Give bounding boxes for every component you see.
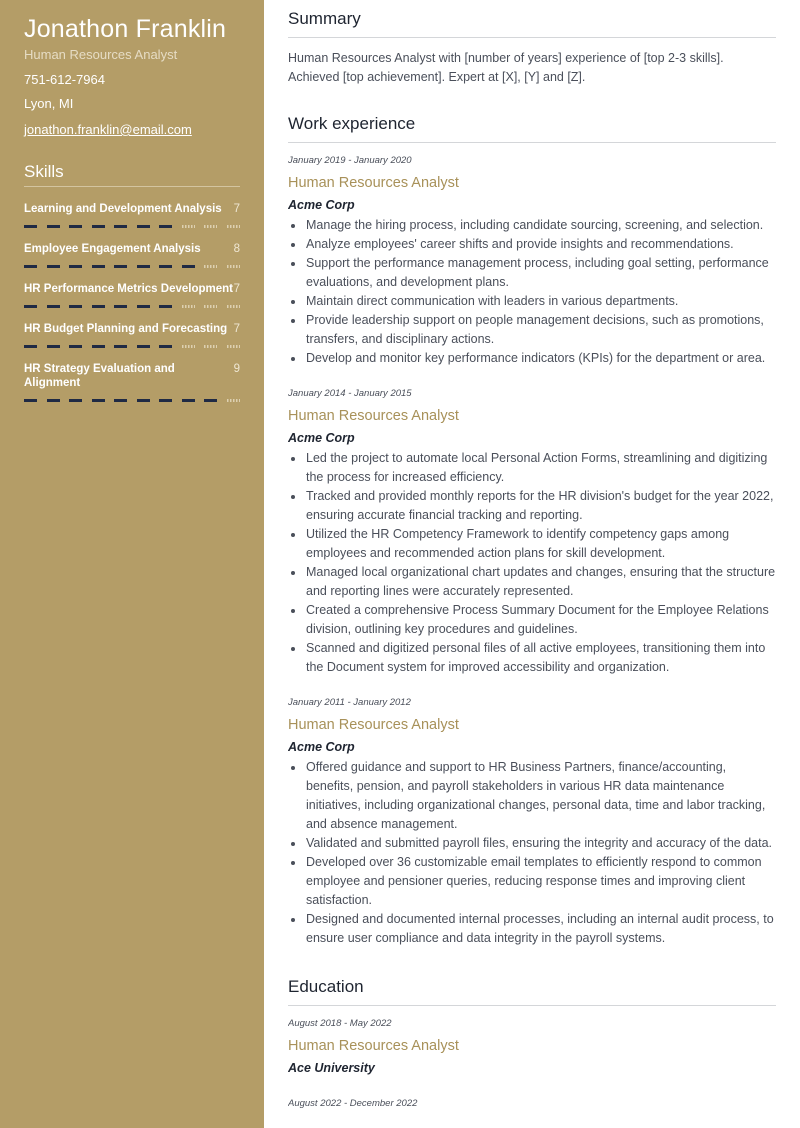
skill-rating-bar [24,345,240,348]
skill-level: 7 [233,323,240,335]
rating-dash-filled [137,225,150,228]
rating-dash-filled [92,345,105,348]
rating-dash-empty [227,265,240,268]
job-bullet: Maintain direct communication with leaders in various departments. [288,292,776,311]
rating-dash-empty [204,305,217,308]
skill-rating-bar [24,265,240,268]
skill-name: Learning and Development Analysis [24,203,222,215]
job-bullet: Created a comprehensive Process Summary Document for the Employee Relations division, outlining key procedures and guidelines. [288,601,776,639]
rating-dash-filled [137,345,150,348]
job-bullets [288,758,776,948]
job-entry [288,155,776,368]
job-role: Human Resources Analyst [288,408,459,424]
education-dates: August 2022 - December 2022 [288,1098,418,1109]
candidate-title: Human Resources Analyst [24,47,178,62]
education-heading: Education [288,976,776,1006]
skill-level: 7 [233,283,240,295]
summary-text: Human Resources Analyst with [number of years] experience of [top 2-3 skills]. Achieved [top achievement]. Expert at [X], [Y] and [Z]. [288,51,724,84]
rating-dash-filled [24,305,37,308]
candidate-name: Jonathon Franklin [24,15,227,43]
rating-dash-filled [114,399,127,402]
rating-dash-filled [47,345,60,348]
skill-name: Employee Engagement Analysis [24,243,201,255]
rating-dash-filled [159,265,172,268]
rating-dash-filled [114,345,127,348]
skill-rating-bar [24,225,240,228]
rating-dash-empty [227,399,240,402]
job-bullet: Provide leadership support on people management decisions, such as promotions, transfers, and disciplinary actions. [288,311,776,349]
skills-list [24,202,240,402]
rating-dash-filled [92,225,105,228]
job-bullet: Developed over 36 customizable email templates to efficiently respond to common employee and pensioner queries, reducing response times and improving client satisfaction. [288,853,776,910]
job-entry [288,697,776,948]
rating-dash-filled [24,345,37,348]
job-company: Acme Corp [288,198,355,212]
rating-dash-filled [47,265,60,268]
rating-dash-filled [92,305,105,308]
skill-name: HR Strategy Evaluation and Alignment [24,363,175,389]
rating-dash-filled [47,225,60,228]
rating-dash-empty [227,345,240,348]
rating-dash-filled [114,305,127,308]
skill-rating-bar [24,305,240,308]
skill-rating-bar [24,399,240,402]
job-dates: January 2019 - January 2020 [288,155,412,166]
job-bullet: Designed and documented internal processes, including an internal audit process, to ensure user compliance and data integrity in the payroll systems. [288,910,776,948]
phone-number: 751-612-7964 [24,72,105,87]
rating-dash-empty [204,265,217,268]
rating-dash-empty [204,225,217,228]
work-experience-section [288,113,776,948]
rating-dash-filled [69,345,82,348]
rating-dash-empty [182,225,195,228]
education-dates: August 2018 - May 2022 [288,1018,392,1029]
job-dates: January 2011 - January 2012 [288,697,411,708]
job-bullet: Validated and submitted payroll files, ensuring the integrity and accuracy of the data. [288,834,776,853]
rating-dash-filled [137,399,150,402]
job-bullet: Manage the hiring process, including candidate sourcing, screening, and selection. [288,216,776,235]
skill-level: 8 [233,243,240,255]
job-bullet: Led the project to automate local Personal Action Forms, streamlining and digitizing the process for increased efficiency. [288,449,776,487]
rating-dash-empty [204,345,217,348]
location: Lyon, MI [24,96,74,111]
rating-dash-filled [182,265,195,268]
job-bullets [288,216,776,368]
skill-item [24,242,240,268]
rating-dash-filled [159,345,172,348]
rating-dash-filled [24,399,37,402]
rating-dash-filled [69,225,82,228]
rating-dash-empty [227,305,240,308]
rating-dash-filled [182,399,195,402]
rating-dash-filled [47,305,60,308]
rating-dash-filled [114,265,127,268]
rating-dash-filled [69,265,82,268]
rating-dash-filled [92,399,105,402]
rating-dash-filled [24,265,37,268]
rating-dash-empty [227,225,240,228]
skill-item [24,282,240,308]
rating-dash-filled [69,399,82,402]
job-bullet: Managed local organizational chart updates and changes, ensuring that the structure and reporting lines were accurately represented. [288,563,776,601]
work-experience-heading: Work experience [288,113,776,143]
rating-dash-filled [137,265,150,268]
rating-dash-filled [137,305,150,308]
rating-dash-empty [182,345,195,348]
education-school: Ace University [288,1061,375,1075]
job-company: Acme Corp [288,740,355,754]
education-section [288,976,776,1110]
job-bullet: Tracked and provided monthly reports for the HR division's budget for the year 2022, ensuring accurate financial tracking and reporting. [288,487,776,525]
job-bullet: Analyze employees' career shifts and provide insights and recommendations. [288,235,776,254]
job-bullet: Offered guidance and support to HR Business Partners, finance/accounting, benefits, pension, and payroll stakeholders in various HR data maintenance initiatives, including organizational changes, personal data, time and labor tracking, and absence management. [288,758,776,834]
main-content [288,0,776,1128]
rating-dash-filled [47,399,60,402]
email-link[interactable]: jonathon.franklin@email.com [24,122,192,137]
skill-name: HR Budget Planning and Forecasting [24,323,228,335]
job-company: Acme Corp [288,431,355,445]
rating-dash-filled [159,399,172,402]
rating-dash-filled [204,399,217,402]
rating-dash-filled [159,225,172,228]
skill-level: 7 [233,203,240,215]
job-role: Human Resources Analyst [288,717,459,733]
jobs-list [288,155,776,948]
job-bullet: Utilized the HR Competency Framework to identify competency gaps among employees and recommended action plans for skill development. [288,525,776,563]
rating-dash-filled [24,225,37,228]
skill-item [24,202,240,228]
rating-dash-filled [69,305,82,308]
rating-dash-filled [114,225,127,228]
skill-item [24,322,240,348]
skill-item [24,362,240,402]
education-degree: Human Resources Analyst [288,1038,459,1054]
skill-level: 9 [233,363,240,375]
skills-heading: Skills [24,162,240,187]
skill-name: HR Performance Metrics Development [24,283,233,295]
rating-dash-filled [92,265,105,268]
rating-dash-empty [182,305,195,308]
job-role: Human Resources Analyst [288,175,459,191]
sidebar [0,0,264,1128]
job-bullet: Develop and monitor key performance indicators (KPIs) for the department or area. [288,349,776,368]
job-bullet: Scanned and digitized personal files of all active employees, transitioning them into the Document system for improved accessibility and organization. [288,639,776,677]
rating-dash-filled [159,305,172,308]
job-entry [288,388,776,677]
summary-heading: Summary [288,8,776,38]
job-dates: January 2014 - January 2015 [288,388,412,399]
job-bullets [288,449,776,677]
job-bullet: Support the performance management process, including goal setting, performance evaluations, and development plans. [288,254,776,292]
